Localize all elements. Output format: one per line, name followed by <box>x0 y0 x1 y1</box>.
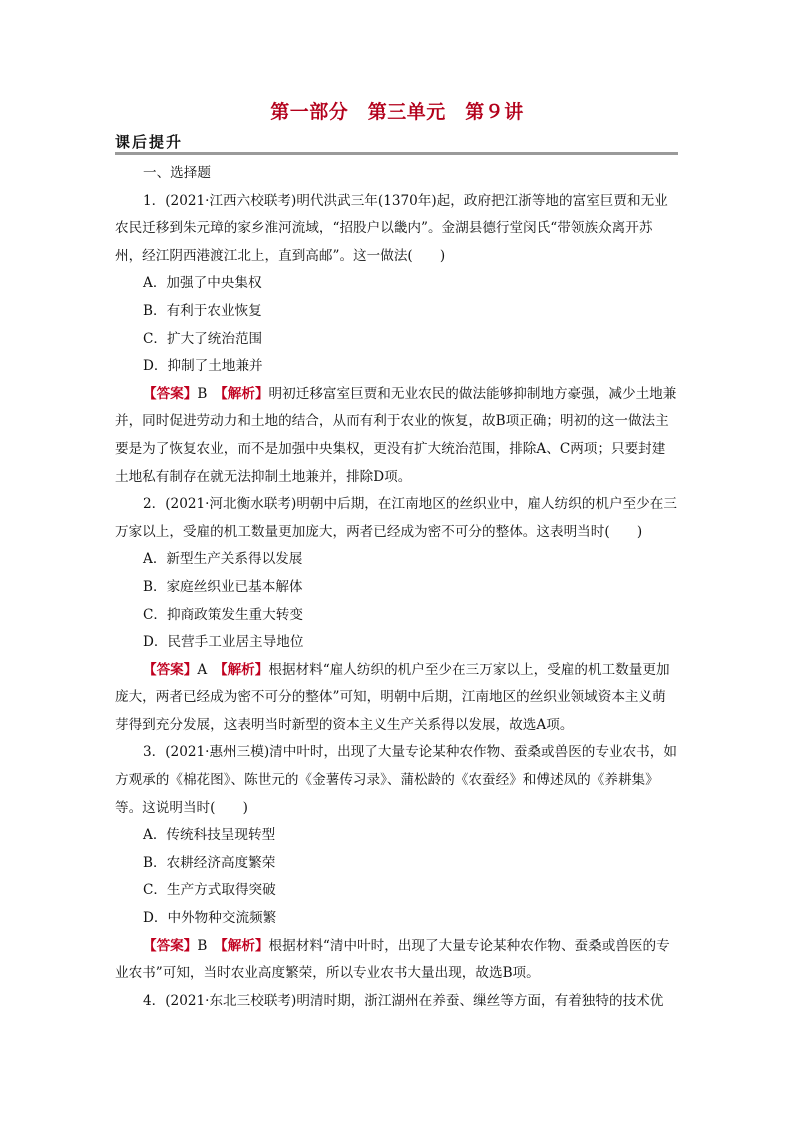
question-stem: 1．(2021·江西六校联考)明代洪武三年(1370年)起，政府把江浙等地的富室巨贾和无业农民迁移到朱元璋的家乡淮河流域，“招股户以畿内”。金湖县德行堂闵氏“带领族众离开苏州，经江阴西港渡江北上，直到高邮”。这一做法( ) <box>115 192 668 264</box>
analysis-text: 根据材料“清中叶时，出现了大量专论某种农作物、蚕桑或兽医的专业农书”可知，当时农业高度繁荣，所以专业农书大量出现，故选B项。 <box>115 937 670 982</box>
option-d: D．抑制了土地兼并 <box>143 358 263 375</box>
question-stem: 3．(2021·惠州三模)清中叶时，出现了大量专论某种农作物、蚕桑或兽医的专业农书，如方观承的《棉花图》、陈世元的《金薯传习录》、蒲松龄的《农蚕经》和傅述凤的《养耕集》等。这说明当时( ) <box>115 744 677 816</box>
analysis-text: 明初迁移富室巨贾和无业农民的做法能够抑制地方豪强，减少土地兼并，同时促进劳动力和土地的结合，从而有利于农业的恢复，故B项正确；明初的这一做法主要是为了恢复农业，而不是加强中央集权，更没有扩大统治范围，排除A、C两项；只要封建土地私有制存在就无法抑制土地兼并，排除D项。 <box>115 385 677 485</box>
option-d: D．中外物种交流频繁 <box>143 910 277 927</box>
question-body <box>115 160 678 1015</box>
option-c: C．抑商政策发生重大转变 <box>143 606 303 623</box>
option-b: B．有利于农业恢复 <box>143 302 262 319</box>
option-d: D．民营手工业居主导地位 <box>143 634 304 651</box>
question-stem: 2．(2021·河北衡水联考)明朝中后期，在江南地区的丝织业中，雇人纺织的机户至少在三万家以上，受雇的机工数量更加庞大，两者已经成为密不可分的整体。这表明当时( ) <box>115 496 677 540</box>
option-c: C．生产方式取得突破 <box>143 882 276 899</box>
answer-block <box>115 933 678 988</box>
section-heading: 课后提升 <box>115 133 184 151</box>
option-a: A．加强了中央集权 <box>143 275 262 292</box>
option-b: B．家庭丝织业已基本解体 <box>143 578 303 595</box>
analysis-text: 根据材料“雇人纺织的机户至少在三万家以上，受雇的机工数量更加庞大，两者已经成为密不可分的整体”可知，明朝中后期，江南地区的丝织业领域资本主义萌芽得到充分发展，这表明当时新型的资本主义生产关系得以发展，故选A项。 <box>115 661 670 733</box>
answer-value: A <box>197 661 208 678</box>
answer-label: 【答案】 <box>143 937 198 954</box>
answer-block <box>115 381 678 491</box>
answer-label: 【答案】 <box>143 661 198 678</box>
page-title: 第一部分 第三单元 第９讲 <box>270 101 524 123</box>
question-stem: 4．(2021·东北三校联考)明清时期，浙江湖州在养蚕、缫丝等方面，有着独特的技术优 <box>143 992 664 1009</box>
question-type-heading: 一、选择题 <box>143 165 211 181</box>
option-c: C．扩大了统治范围 <box>143 330 263 347</box>
option-b: B．农耕经济高度繁荣 <box>143 854 276 871</box>
option-a: A．传统科技呈现转型 <box>143 827 276 844</box>
analysis-label: 【解析】 <box>220 385 269 402</box>
heading-divider <box>115 152 678 155</box>
answer-block <box>115 657 678 740</box>
option-a: A．新型生产关系得以发展 <box>143 551 303 568</box>
answer-value: B <box>197 937 208 954</box>
analysis-label: 【解析】 <box>220 937 269 954</box>
answer-label: 【答案】 <box>143 385 198 402</box>
analysis-label: 【解析】 <box>220 661 269 678</box>
answer-value: B <box>197 385 208 402</box>
